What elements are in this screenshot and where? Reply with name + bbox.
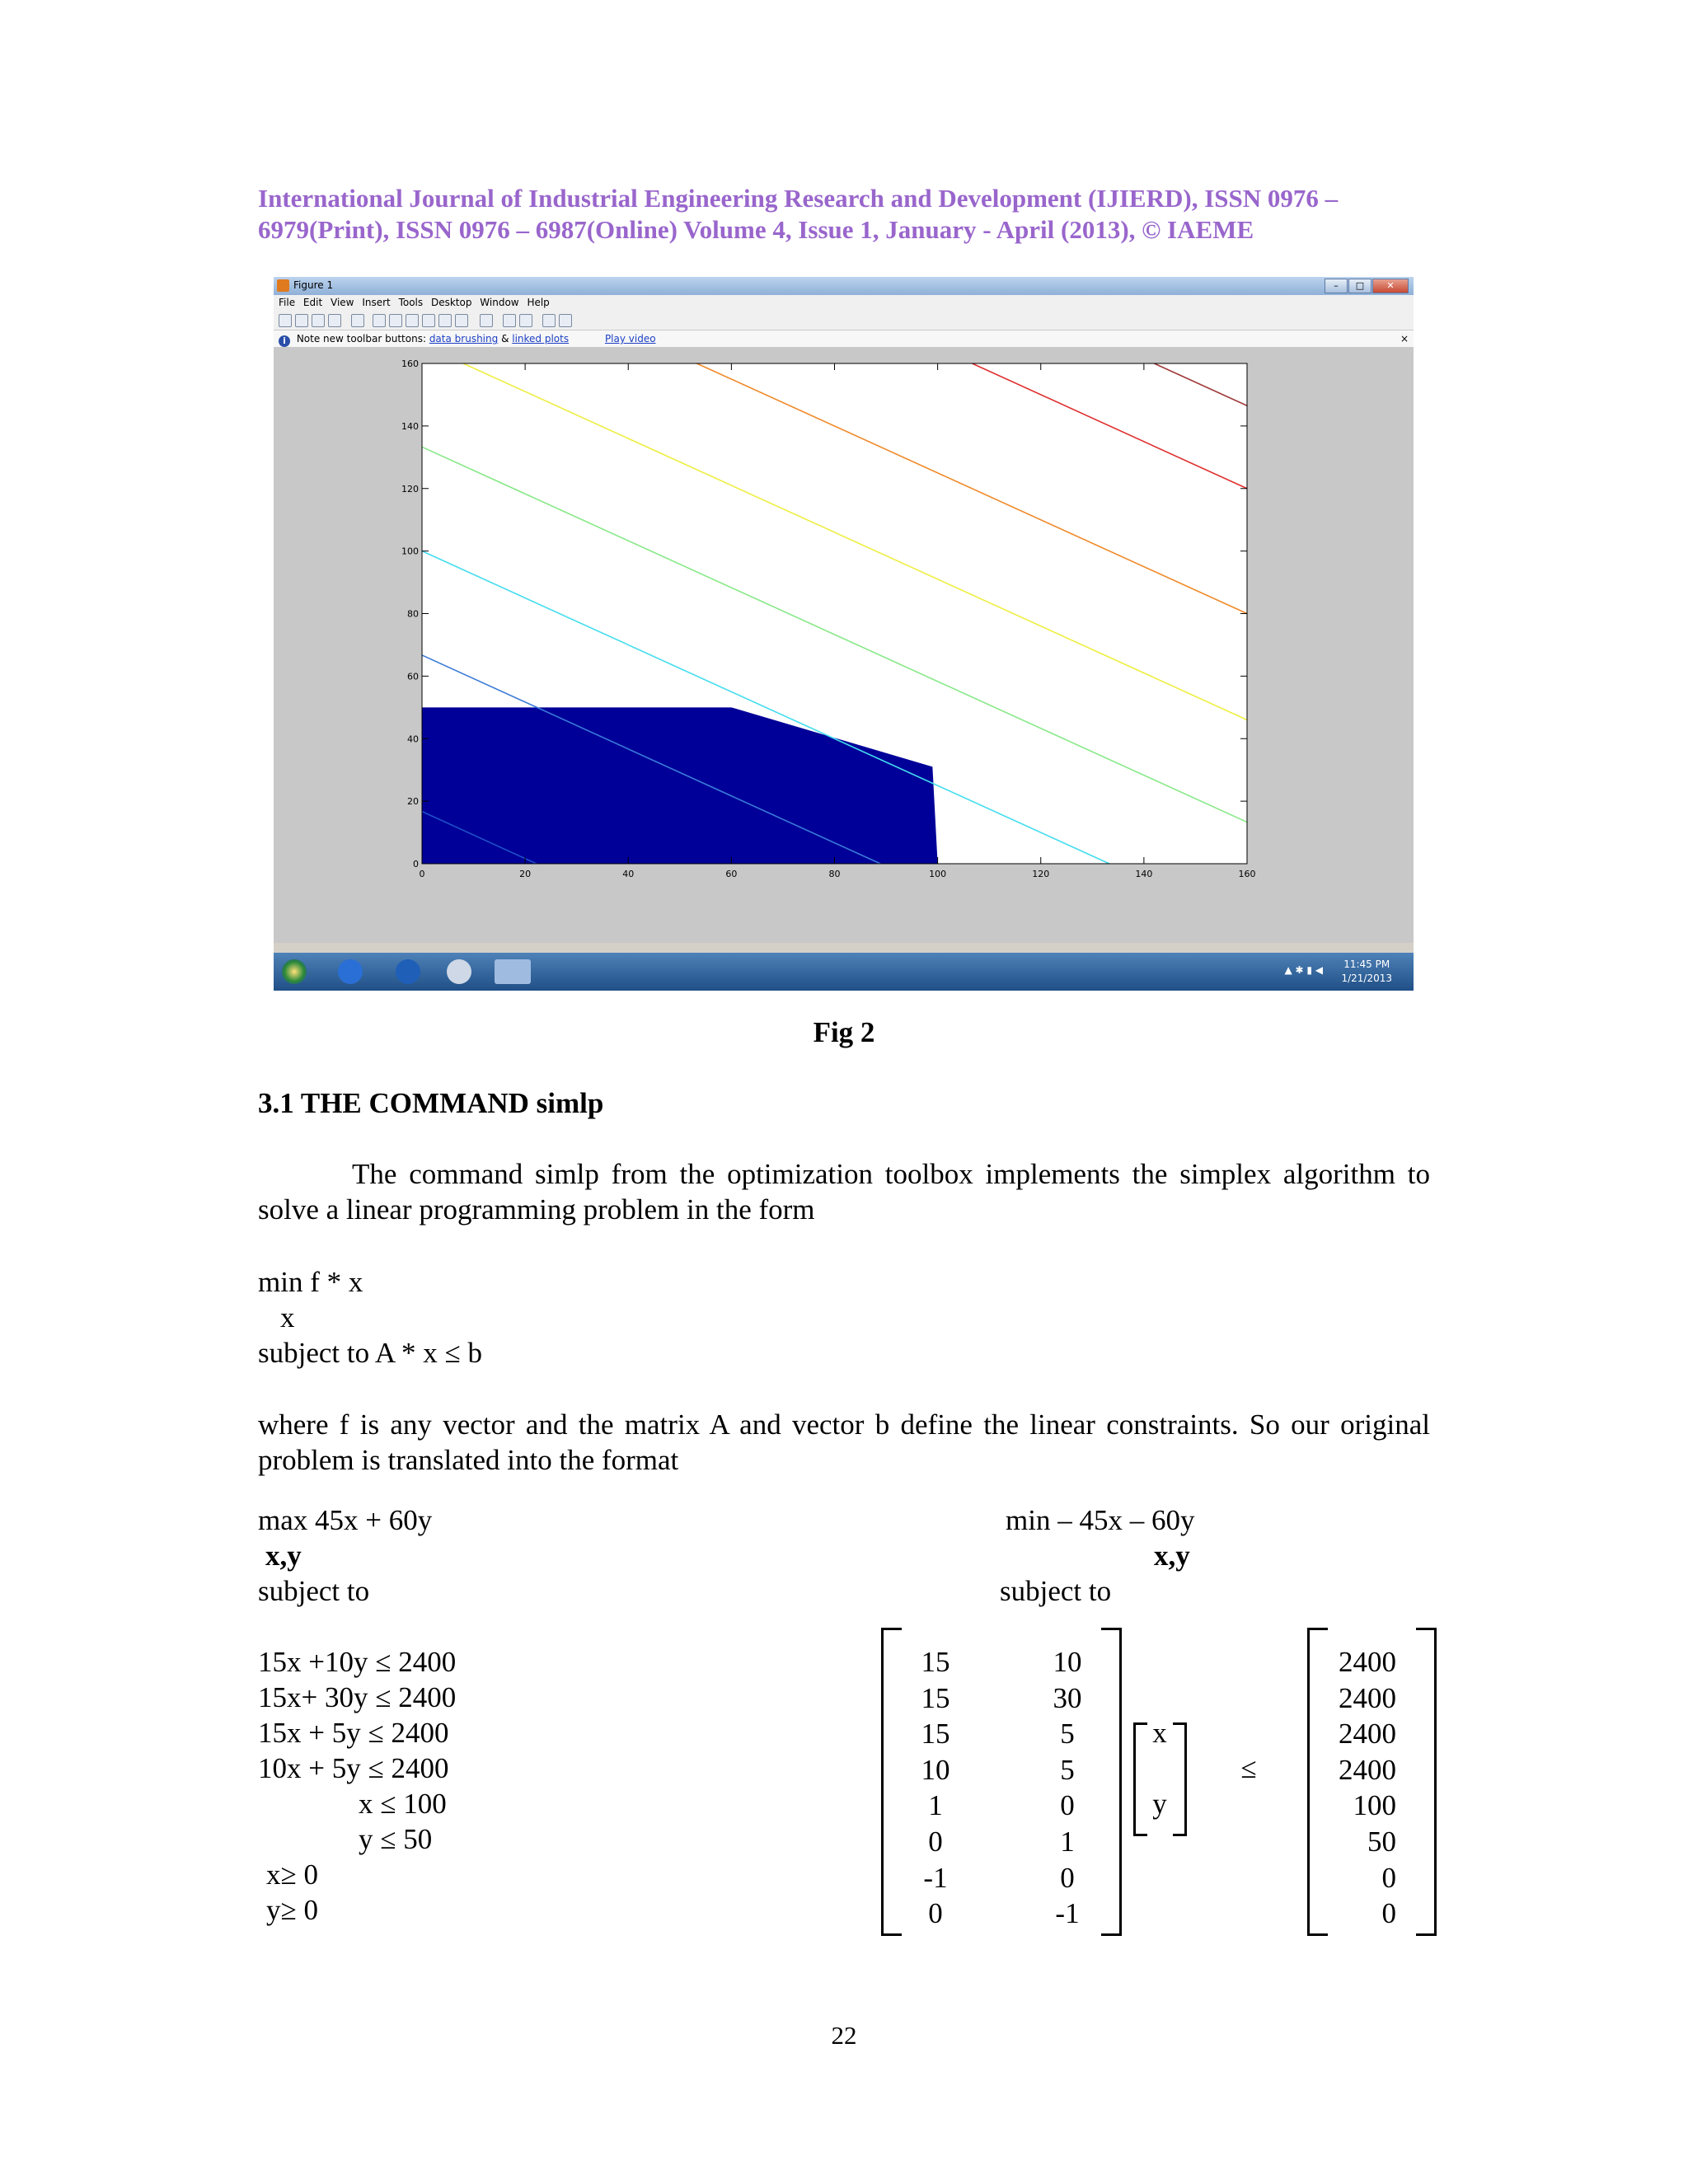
colorbar-icon[interactable] <box>503 314 516 327</box>
intro-paragraph: The command simlp from the optimization toolbox implements the simplex algorithm to solve a linear programming problem in the form <box>258 1158 1430 1226</box>
x-tick-label-3: 60 <box>725 869 738 879</box>
x-tick-label-2: 40 <box>622 869 635 879</box>
a41: 10 <box>921 1753 950 1786</box>
menu-insert[interactable]: Insert <box>362 297 391 308</box>
a42: 5 <box>1060 1753 1075 1786</box>
y-tick-label-6: 120 <box>401 483 419 494</box>
journal-header-line2: 6979(Print), ISSN 0976 – 6987(Online) Volume 4, Issue 1, January - April (2013), © IAEME <box>258 215 1254 244</box>
y-tick-label-8: 160 <box>401 359 419 369</box>
journal-header <box>258 183 1437 246</box>
menu-view[interactable]: View <box>331 297 354 308</box>
maximize-button[interactable]: □ <box>1348 279 1372 293</box>
minimize-button[interactable]: – <box>1325 279 1348 293</box>
y-tick-label-1: 20 <box>407 796 419 808</box>
start-button-icon[interactable] <box>282 959 307 984</box>
a11: 15 <box>921 1646 950 1678</box>
matrix-a-left-bracket <box>881 1628 902 1936</box>
left-subject-to: subject to <box>258 1575 370 1607</box>
matrix-a-column-1 <box>903 1644 968 1932</box>
plot-area <box>274 347 1414 943</box>
a52: 0 <box>1060 1789 1075 1822</box>
edit-plot-icon[interactable] <box>351 314 364 327</box>
rotate-icon[interactable] <box>422 314 435 327</box>
b7: 0 <box>1381 1861 1396 1894</box>
link-plot-icon[interactable] <box>480 314 493 327</box>
a71: -1 <box>923 1861 948 1894</box>
matlab-figure-screenshot <box>274 277 1414 991</box>
y-tick-label-5: 100 <box>401 546 419 557</box>
zoom-out-icon[interactable] <box>389 314 402 327</box>
window-title: Figure 1 <box>293 279 334 291</box>
constraint-4: 10x + 5y ≤ 2400 <box>258 1752 449 1784</box>
clock-date: 1/21/2013 <box>1341 972 1392 984</box>
leq-symbol: ≤ <box>1240 1752 1257 1784</box>
show-plot-tools-icon[interactable] <box>559 314 572 327</box>
matrix-a-column-2 <box>1034 1644 1100 1932</box>
section-title: 3.1 THE COMMAND simlp <box>258 1087 604 1119</box>
note-prefix: Note new toolbar buttons: <box>296 333 426 344</box>
b4: 2400 <box>1339 1753 1396 1786</box>
window-titlebar <box>274 277 1414 295</box>
x-tick-label-8: 160 <box>1238 869 1256 879</box>
form-objective: min f * x <box>258 1266 363 1298</box>
a72: 0 <box>1060 1861 1075 1894</box>
data-cursor-icon[interactable] <box>438 314 452 327</box>
info-icon: i <box>279 335 290 347</box>
figure-toolbar <box>274 310 1414 330</box>
a12: 10 <box>1053 1646 1082 1678</box>
y-tick-label-0: 0 <box>413 859 419 869</box>
constraint-2: 15x+ 30y ≤ 2400 <box>258 1681 457 1713</box>
left-variables: x,y <box>265 1540 302 1572</box>
right-variables: x,y <box>1154 1540 1190 1572</box>
matlab-taskbar-icon[interactable] <box>495 959 531 984</box>
data-brushing-link[interactable]: data brushing <box>429 333 499 344</box>
form-constraint: subject to A * x ≤ b <box>258 1337 482 1369</box>
y-tick-label-7: 140 <box>401 420 419 432</box>
b6: 50 <box>1367 1825 1396 1858</box>
menu-tools[interactable]: Tools <box>398 297 424 308</box>
window-controls <box>1324 279 1409 293</box>
where-paragraph: where f is any vector and the matrix A and vector b define the linear constraints. So our original problem is translated into the format <box>258 1408 1430 1476</box>
x-tick-label-4: 80 <box>828 869 841 879</box>
constraint-1: 15x +10y ≤ 2400 <box>258 1646 457 1678</box>
b3: 2400 <box>1339 1718 1396 1750</box>
menu-file[interactable]: File <box>279 297 296 308</box>
close-button[interactable]: ✕ <box>1372 279 1409 293</box>
b-vector-right-bracket <box>1416 1628 1437 1936</box>
save-icon[interactable] <box>312 314 325 327</box>
a81: 0 <box>928 1897 943 1930</box>
right-subject-to: subject to <box>1000 1575 1112 1607</box>
media-player-icon[interactable] <box>447 959 471 984</box>
pan-icon[interactable] <box>406 314 419 327</box>
menu-bar <box>274 295 1414 310</box>
play-video-link[interactable]: Play video <box>604 333 656 344</box>
linked-plots-link[interactable]: linked plots <box>512 333 570 344</box>
journal-header-line1: International Journal of Industrial Engineering Research and Development (IJIERD), ISSN 0976 – <box>258 184 1339 213</box>
windows-taskbar <box>274 953 1414 991</box>
figure-caption: Fig 2 <box>813 1016 875 1048</box>
a31: 15 <box>921 1718 950 1750</box>
menu-desktop[interactable]: Desktop <box>430 297 472 308</box>
legend-icon[interactable] <box>519 314 532 327</box>
zoom-in-icon[interactable] <box>373 314 386 327</box>
system-clock <box>1341 958 1392 986</box>
matrix-a-right-bracket <box>1101 1628 1122 1936</box>
y-tick-label-2: 40 <box>407 733 419 745</box>
a62: 1 <box>1060 1825 1075 1858</box>
right-objective: min – 45x – 60y <box>1006 1504 1195 1536</box>
b2: 2400 <box>1339 1681 1396 1714</box>
b8: 0 <box>1381 1897 1396 1930</box>
b-vector <box>1302 1644 1396 1932</box>
x-vector-x: x <box>1152 1717 1167 1749</box>
menu-help[interactable]: Help <box>527 297 550 308</box>
menu-edit[interactable]: Edit <box>302 297 323 308</box>
a82: -1 <box>1055 1897 1080 1930</box>
constraint-6: y ≤ 50 <box>359 1823 433 1855</box>
a22: 30 <box>1053 1681 1082 1714</box>
constraint-7: x≥ 0 <box>266 1858 318 1891</box>
left-objective: max 45x + 60y <box>258 1504 433 1536</box>
new-figure-icon[interactable] <box>279 314 292 327</box>
clock-time: 11:45 PM <box>1343 958 1390 970</box>
a61: 0 <box>928 1825 943 1858</box>
internet-explorer-icon[interactable] <box>338 959 363 984</box>
constraint-3: 15x + 5y ≤ 2400 <box>258 1717 449 1749</box>
constraint-5: x ≤ 100 <box>359 1788 447 1820</box>
b5: 100 <box>1353 1789 1396 1822</box>
x-tick-label-0: 0 <box>419 869 425 879</box>
note-ampersand: & <box>501 333 509 344</box>
y-tick-label-3: 60 <box>407 671 419 682</box>
close-note-icon[interactable]: × <box>1400 333 1409 344</box>
open-file-icon[interactable] <box>295 314 308 327</box>
x-tick-label-5: 100 <box>929 869 947 879</box>
brush-icon[interactable] <box>455 314 468 327</box>
matlab-window-icon <box>277 279 289 292</box>
a32: 5 <box>1060 1718 1075 1750</box>
a51: 1 <box>928 1789 943 1822</box>
system-tray-icons: ▲ ✱ ▮ ◀ <box>1284 964 1323 976</box>
x-tick-label-1: 20 <box>519 869 532 879</box>
x-vector-y: y <box>1152 1788 1167 1820</box>
form-variable: x <box>280 1301 295 1333</box>
page-number: 22 <box>831 2021 857 2050</box>
y-tick-label-4: 80 <box>407 608 419 620</box>
x-tick-label-6: 120 <box>1032 869 1050 879</box>
lp-contour-chart <box>274 347 1414 943</box>
constraint-8: y≥ 0 <box>266 1894 318 1926</box>
x-tick-label-7: 140 <box>1135 869 1153 879</box>
print-icon[interactable] <box>328 314 341 327</box>
b1: 2400 <box>1339 1646 1396 1678</box>
hide-plot-tools-icon[interactable] <box>542 314 556 327</box>
toolbar-note-bar <box>274 330 1414 347</box>
menu-window[interactable]: Window <box>480 297 519 308</box>
bluetooth-icon[interactable] <box>396 959 420 984</box>
a21: 15 <box>921 1681 950 1714</box>
